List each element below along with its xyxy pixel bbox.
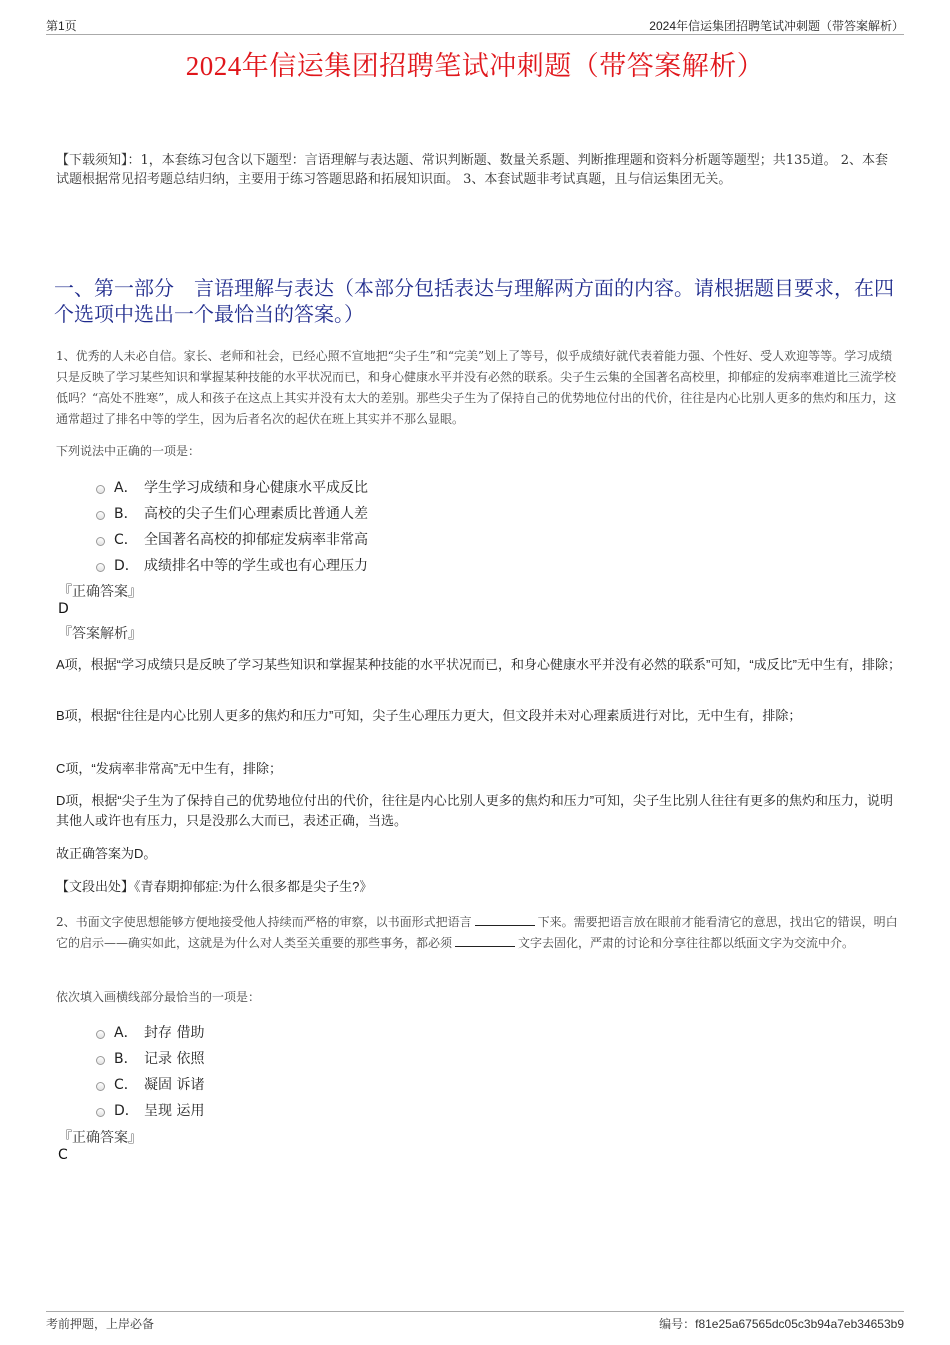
radio-button[interactable] bbox=[96, 537, 105, 546]
analysis-item-c: C项，“发病率非常高”无中生有，排除； bbox=[56, 761, 283, 776]
question-1-option-b[interactable] bbox=[96, 500, 368, 526]
option-letter: A． bbox=[114, 1025, 138, 1041]
radio-button[interactable] bbox=[96, 1108, 105, 1117]
option-text: 学生学习成绩和身心健康水平成反比 bbox=[144, 480, 368, 496]
question-2-stem bbox=[56, 912, 902, 954]
radio-button[interactable] bbox=[96, 1082, 105, 1091]
footer-code bbox=[659, 1315, 904, 1332]
radio-button[interactable] bbox=[96, 563, 105, 572]
radio-button[interactable] bbox=[96, 1056, 105, 1065]
document-title: 2024年信运集团招聘笔试冲刺题（带答案解析） bbox=[185, 51, 765, 81]
analysis-conclusion: 故正确答案为D。 bbox=[56, 846, 157, 861]
option-text: 成绩排名中等的学生或也有心理压力 bbox=[144, 558, 368, 574]
option-letter: D． bbox=[114, 1103, 139, 1119]
page-footer bbox=[46, 1311, 904, 1336]
question-1-prompt: 下列说法中正确的一项是： bbox=[56, 444, 201, 458]
analysis-item-b: B项，根据“往往是内心比别人更多的焦灼和压力”可知，尖子生心理压力更大，但文段并未对心理素质进行对比，无中生有，排除； bbox=[56, 708, 802, 723]
stem-text: 文字去固化，严肃的讨论和分享往往都以纸面文字为交流中介。 bbox=[518, 936, 855, 950]
analysis-item-d: D项，根据“尖子生为了保持自己的优势地位付出的代价，往往是内心比别人更多的焦灼和压力”可知，尖子生比别人往往有更多的焦灼和压力，说明其他人或许也有压力，只是没那么大而已，表述正确，当选。 bbox=[56, 793, 894, 828]
option-letter: C． bbox=[114, 532, 138, 548]
option-letter: D． bbox=[114, 558, 139, 574]
question-2-answer-label: 『正确答案』 bbox=[58, 1130, 142, 1146]
page-number: 第1页 bbox=[46, 19, 77, 33]
option-letter: B． bbox=[114, 506, 138, 522]
question-1-option-c[interactable] bbox=[96, 526, 368, 552]
question-2-option-a[interactable] bbox=[96, 1019, 204, 1045]
question-1-stem: 1、优秀的人未必自信。家长、老师和社会，已经心照不宣地把“尖子生”和“完美”划上了等号，似乎成绩好就代表着能力强、个性好、受人欢迎等等。学习成绩只是反映了学习某些知识和掌握某种技能的水平状况而已，和身心健康水平并没有必然的联系。尖子生云集的全国著名高校里，抑郁症的发病率难道比三流学校低吗？“高处不胜寒”，成人和孩子在这点上其实并没有太大的差别。那些尖子生为了保持自己的优势地位付出的代价，往往是内心比别人更多的焦灼和压力，这通常超过了排名中等的学生，因为后者名次的起伏在班上其实并不那么显眼。 bbox=[56, 349, 897, 426]
option-text: 封存 借助 bbox=[144, 1025, 205, 1041]
question-2-option-d[interactable] bbox=[96, 1097, 204, 1123]
code-label: 编号： bbox=[659, 1317, 696, 1331]
question-1-answer-label: 『正确答案』 bbox=[58, 584, 142, 600]
question-2-prompt: 依次填入画横线部分最恰当的一项是： bbox=[56, 990, 261, 1004]
page-header bbox=[46, 14, 904, 35]
option-text: 呈现 运用 bbox=[144, 1103, 205, 1119]
option-letter: C． bbox=[114, 1077, 138, 1093]
code-value: f81e25a67565dc05c3b94a7eb34653b9 bbox=[695, 1317, 904, 1331]
option-text: 高校的尖子生们心理素质比普通人差 bbox=[144, 506, 368, 522]
footer-slogan: 考前押题，上岸必备 bbox=[46, 1317, 155, 1331]
question-1-answer: D bbox=[58, 601, 69, 617]
header-doc-title: 2024年信运集团招聘笔试冲刺题（带答案解析） bbox=[649, 19, 904, 33]
question-2-option-c[interactable] bbox=[96, 1071, 204, 1097]
radio-button[interactable] bbox=[96, 485, 105, 494]
analysis-item-a: A项，根据“学习成绩只是反映了学习某些知识和掌握某种技能的水平状况而已，和身心健康水平并没有必然的联系”可知，“成反比”无中生有，排除； bbox=[56, 657, 901, 672]
radio-button[interactable] bbox=[96, 511, 105, 520]
question-1-option-a[interactable] bbox=[96, 474, 368, 500]
question-1-analysis-label: 『答案解析』 bbox=[58, 626, 142, 642]
option-letter: A． bbox=[114, 480, 138, 496]
download-notice: 【下载须知】：1，本套练习包含以下题型：言语理解与表达题、常识判断题、数量关系题、判断推理题和资料分析题等题型；共135道。 2、本套试题根据常见招考题总结归纳，主要用于练习答题思路和拓展知识面。 3、本套试题非考试真题，且与信运集团无关。 bbox=[56, 153, 888, 187]
question-2-options bbox=[96, 1019, 204, 1123]
question-1-options bbox=[96, 474, 368, 578]
option-text: 凝固 诉诸 bbox=[144, 1077, 205, 1093]
fill-blank-2 bbox=[455, 934, 515, 947]
option-text: 记录 依照 bbox=[144, 1051, 205, 1067]
option-letter: B． bbox=[114, 1051, 138, 1067]
question-2-option-b[interactable] bbox=[96, 1045, 204, 1071]
fill-blank-1 bbox=[475, 913, 535, 926]
radio-button[interactable] bbox=[96, 1030, 105, 1039]
question-2-answer: C bbox=[58, 1147, 68, 1163]
stem-text: 下来。需要把语言放在眼前才能看清它的意思，找出它的错误，明白它的启示——确实如此，这就是为什么对人类至关重要的那些事务，都必须 bbox=[56, 915, 898, 950]
section-title: 一、第一部分 言语理解与表达（本部分包括表达与理解两方面的内容。请根据题目要求，在四个选项中选出一个最恰当的答案。） bbox=[54, 278, 894, 326]
question-1-option-d[interactable] bbox=[96, 552, 368, 578]
stem-text: 2、书面文字使思想能够方便地接受他人持续而严格的审察，以书面形式把语言 bbox=[56, 915, 472, 929]
option-text: 全国著名高校的抑郁症发病率非常高 bbox=[144, 532, 368, 548]
analysis-source: 【文段出处】《青春期抑郁症:为什么很多都是尖子生?》 bbox=[56, 879, 373, 894]
